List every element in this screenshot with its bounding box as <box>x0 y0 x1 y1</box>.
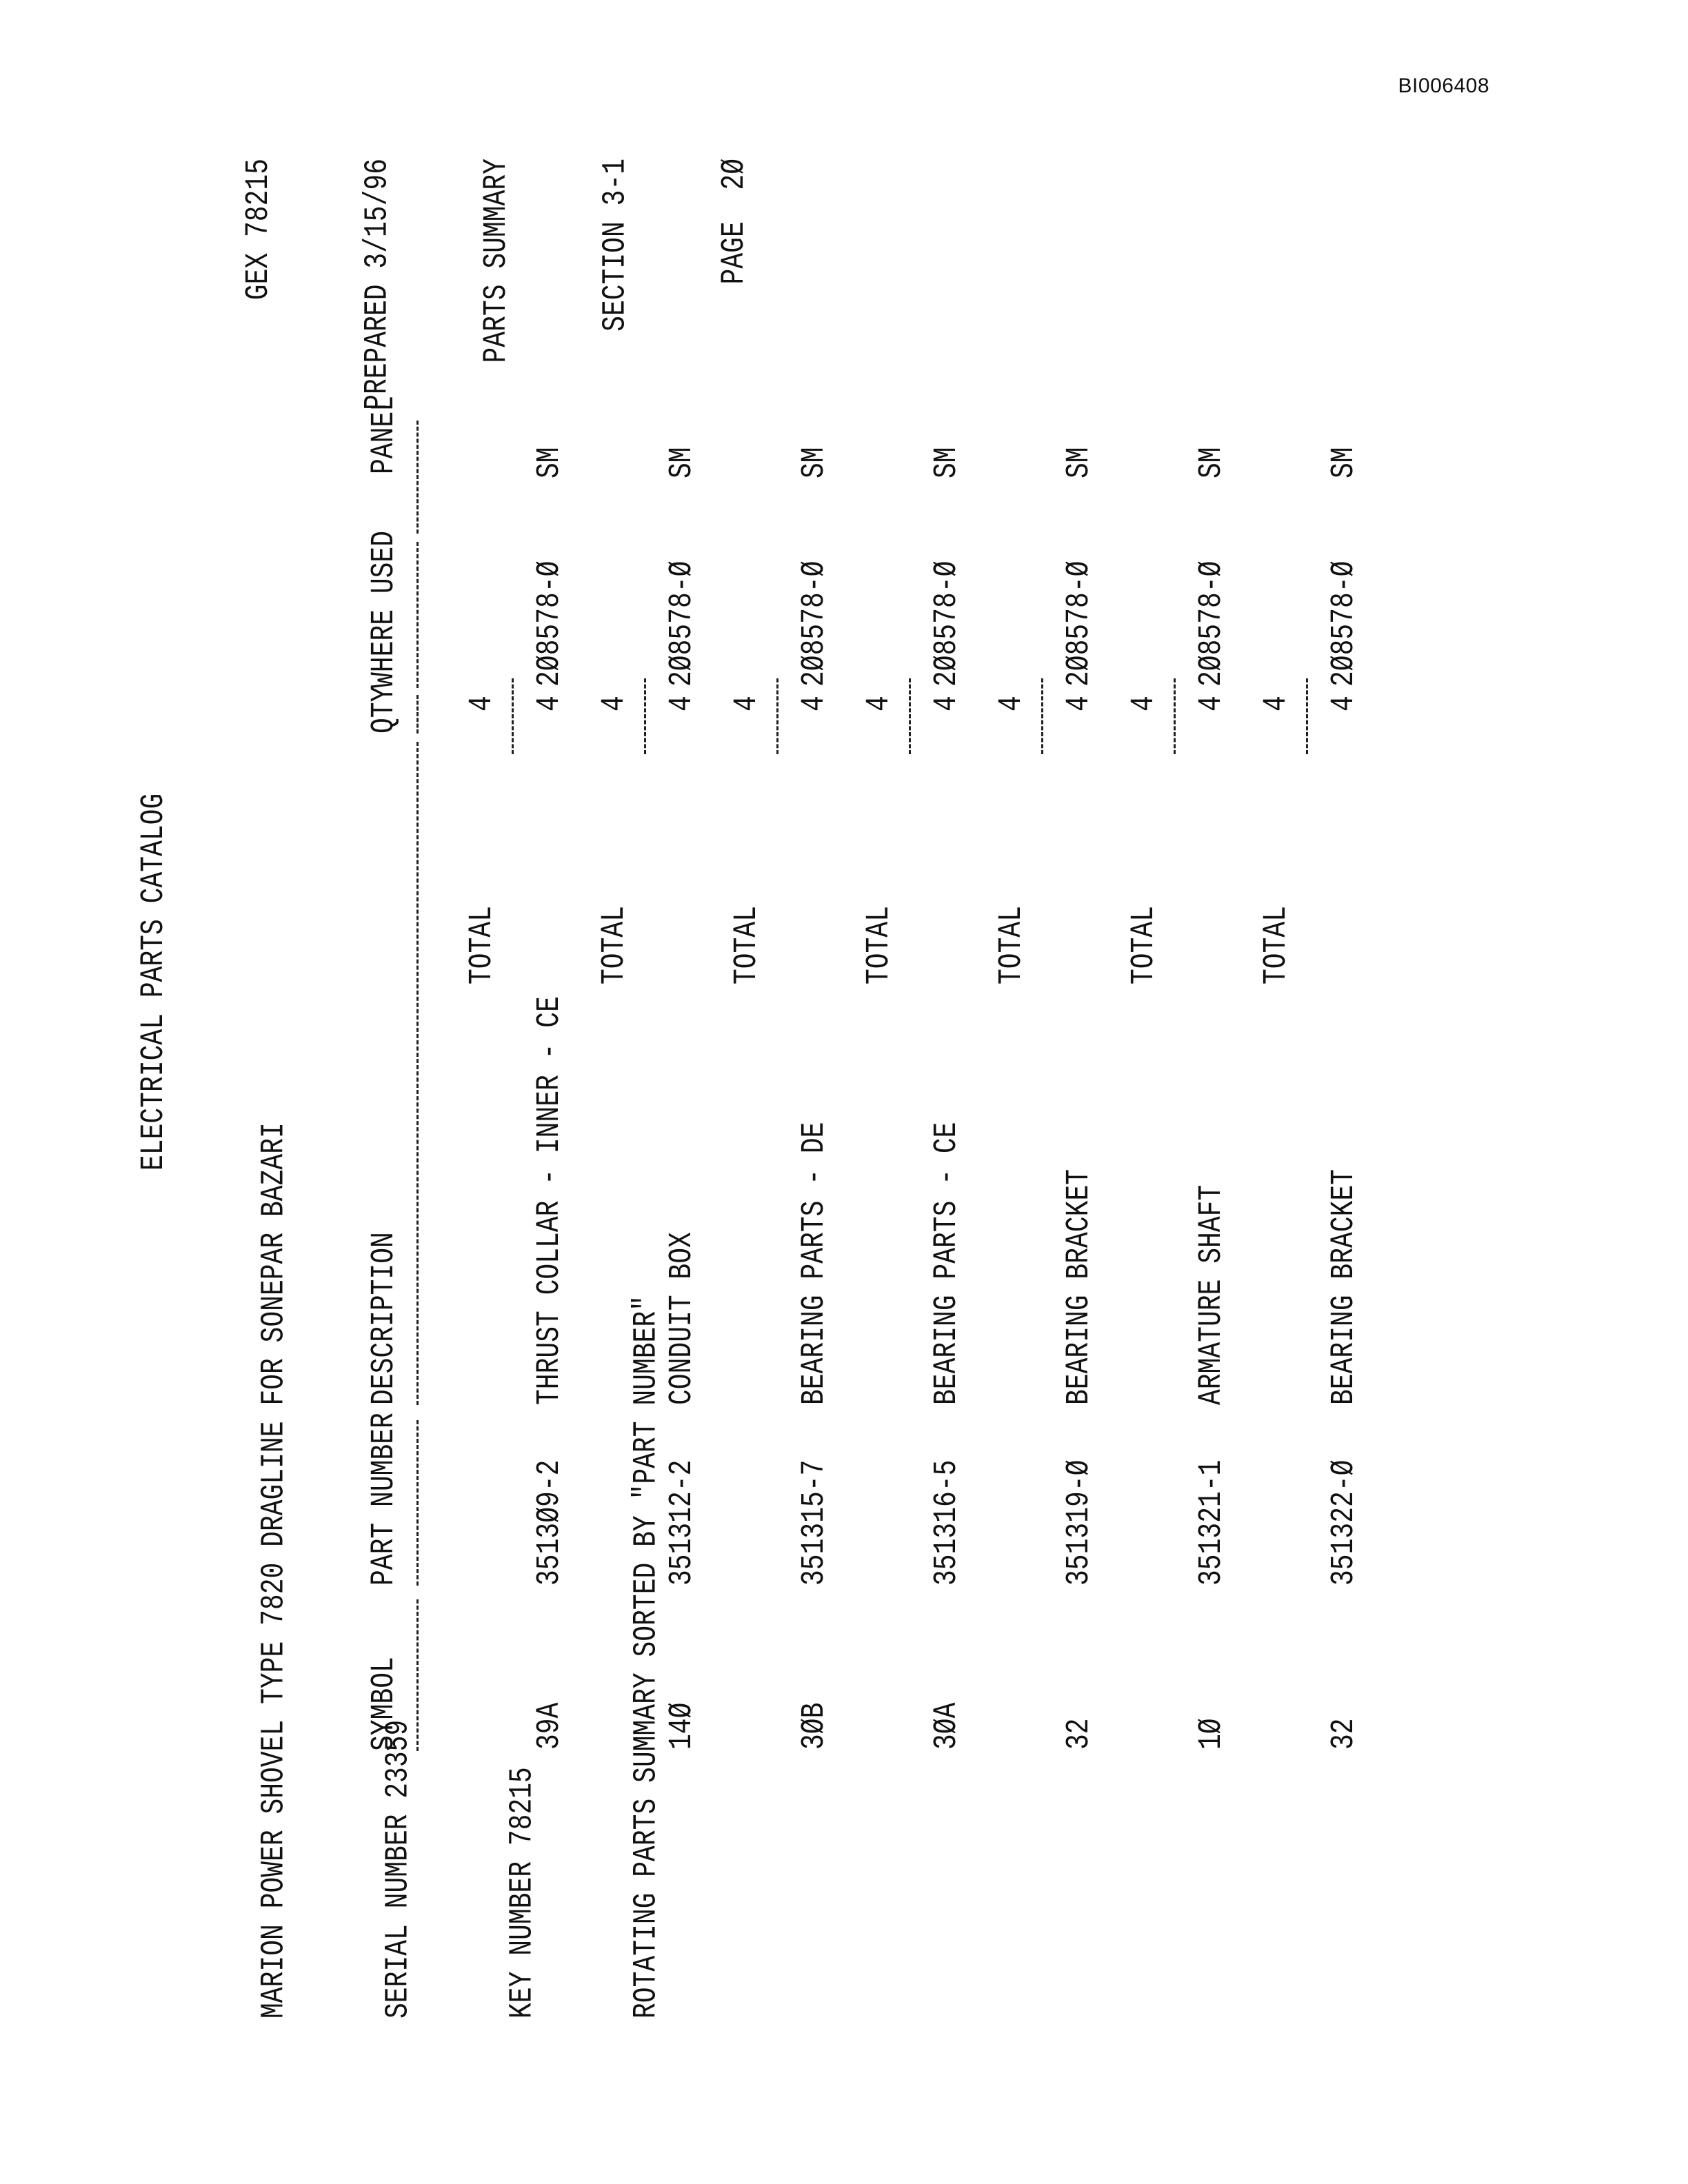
part-underline <box>416 1420 419 1586</box>
panel-cell: SM <box>531 447 568 478</box>
symbol-cell: 14Ø <box>663 1702 701 1750</box>
total-label: TOTAL <box>1258 905 1295 984</box>
catalog-title: ELECTRICAL PARTS CATALOG <box>135 793 172 1171</box>
col-symbol: SYMBOL <box>365 1657 403 1751</box>
where-used-cell: 2Ø8578-Ø <box>531 560 568 687</box>
panel-cell: SM <box>1325 447 1363 478</box>
symbol-underline <box>416 1599 419 1751</box>
total-divider <box>512 678 514 754</box>
qty-cell: 4 <box>928 696 965 711</box>
header-left-line: MARION POWER SHOVEL TYPE 7820 DRAGLINE FOR SONEPAR BAZARI <box>255 1122 293 2019</box>
where-used-cell: 2Ø8578-Ø <box>663 560 701 687</box>
description-cell: BEARING BRACKET <box>1325 1169 1363 1405</box>
total-qty-cell: 4 <box>861 696 898 711</box>
panel-cell: SM <box>663 447 701 478</box>
qty-underline <box>416 695 419 734</box>
symbol-cell: 32 <box>1325 1718 1363 1750</box>
description-cell: BEARING BRACKET <box>1061 1169 1098 1405</box>
part-number-cell: 3513Ø9-2 <box>531 1459 568 1586</box>
total-divider <box>1174 678 1176 754</box>
header-right-line: SECTION 3-1 <box>596 159 634 332</box>
panel-underline <box>416 421 419 534</box>
where-used-cell: 2Ø8578-Ø <box>1325 560 1363 687</box>
col-part-number: PART NUMBER <box>365 1413 403 1586</box>
col-where-used: WHERE USED <box>365 530 403 688</box>
header-right-line: GEX 78215 <box>240 159 277 301</box>
total-qty-cell: 4 <box>596 696 633 711</box>
total-divider <box>909 678 911 754</box>
bates-number: BI006408 <box>1398 74 1489 97</box>
qty-cell: 4 <box>663 696 701 711</box>
where-used-cell: 2Ø8578-Ø <box>928 560 965 687</box>
symbol-cell: 1Ø <box>1193 1718 1230 1750</box>
panel-cell: SM <box>1061 447 1098 478</box>
total-divider <box>1041 678 1043 754</box>
part-number-cell: 351321-1 <box>1193 1459 1230 1586</box>
panel-cell: SM <box>1193 447 1230 478</box>
description-cell: ARMATURE SHAFT <box>1193 1184 1230 1405</box>
header-right-line: PAGE 2Ø <box>716 159 753 285</box>
total-label: TOTAL <box>1125 905 1163 984</box>
where-used-cell: 2Ø8578-Ø <box>1061 560 1098 687</box>
total-label: TOTAL <box>463 905 501 984</box>
total-label: TOTAL <box>993 905 1030 984</box>
total-qty-cell: 4 <box>1258 696 1295 711</box>
header-left-line: SERIAL NUMBER 23359 <box>379 1719 417 2019</box>
where-underline <box>416 542 419 688</box>
part-number-cell: 351319-Ø <box>1061 1459 1098 1586</box>
total-divider <box>1306 678 1308 754</box>
col-description: DESCRIPTION <box>365 1232 403 1405</box>
total-qty-cell: 4 <box>993 696 1030 711</box>
total-label: TOTAL <box>728 905 765 984</box>
description-cell: BEARING PARTS - CE <box>928 1122 965 1405</box>
total-label: TOTAL <box>596 905 633 984</box>
part-number-cell: 351316-5 <box>928 1459 965 1586</box>
description-cell: CONDUIT BOX <box>663 1232 701 1405</box>
symbol-cell: 3ØA <box>928 1702 965 1750</box>
qty-cell: 4 <box>531 696 568 711</box>
header-right-line: PREPARED 3/15/96 <box>359 159 396 410</box>
qty-cell: 4 <box>1193 696 1230 711</box>
part-number-cell: 351315-7 <box>796 1459 833 1586</box>
part-number-cell: 351312-2 <box>663 1459 701 1586</box>
symbol-cell: 3ØB <box>796 1702 833 1750</box>
header-right <box>160 159 834 410</box>
total-qty-cell: 4 <box>728 696 765 711</box>
description-cell: THRUST COLLAR - INNER - CE <box>531 996 568 1405</box>
total-divider <box>776 678 778 754</box>
qty-cell: 4 <box>1325 696 1363 711</box>
total-divider <box>644 678 646 754</box>
description-cell: BEARING PARTS - DE <box>796 1122 833 1405</box>
col-qty: QTY <box>365 686 403 734</box>
qty-cell: 4 <box>796 696 833 711</box>
qty-cell: 4 <box>1061 696 1098 711</box>
panel-cell: SM <box>796 447 833 478</box>
symbol-cell: 32 <box>1061 1718 1098 1750</box>
panel-cell: SM <box>928 447 965 478</box>
total-qty-cell: 4 <box>1125 696 1163 711</box>
total-qty-cell: 4 <box>463 696 501 711</box>
col-panel: PANEL <box>365 395 403 474</box>
part-number-cell: 351322-Ø <box>1325 1459 1363 1586</box>
where-used-cell: 2Ø8578-Ø <box>796 560 833 687</box>
total-label: TOTAL <box>861 905 898 984</box>
header-right-line: PARTS SUMMARY <box>478 159 515 363</box>
header-left-line: ROTATING PARTS SUMMARY SORTED BY "PART NUMBER" <box>627 1295 665 2019</box>
header-left-line: KEY NUMBER 78215 <box>503 1767 541 2019</box>
symbol-cell: 39A <box>531 1702 568 1750</box>
description-underline <box>416 742 419 1405</box>
where-used-cell: 2Ø8578-Ø <box>1193 560 1230 687</box>
